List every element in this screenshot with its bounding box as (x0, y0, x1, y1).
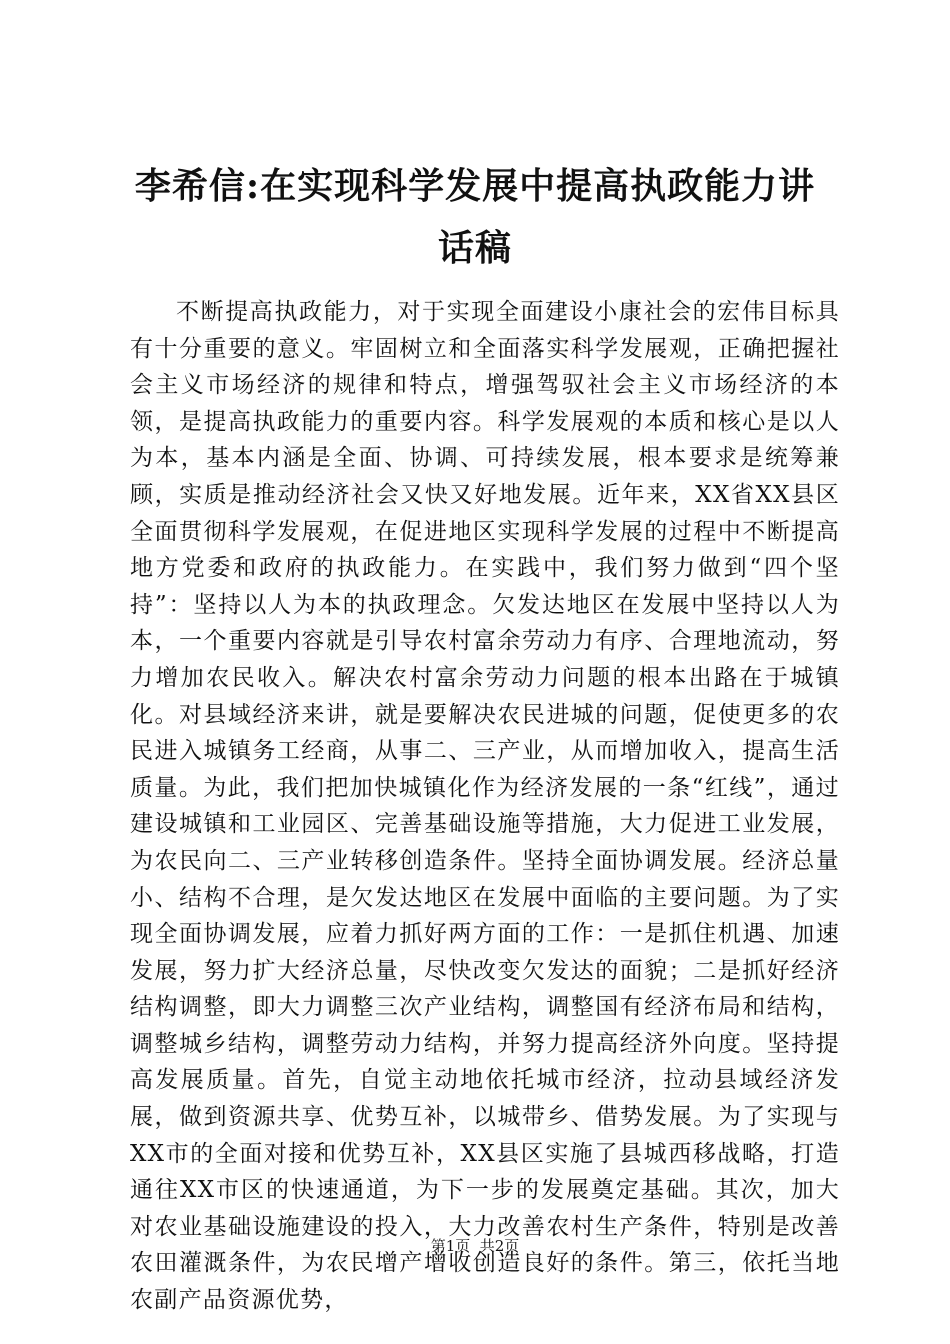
document-title: 李希信:在实现科学发展中提高执政能力讲话稿 (134, 165, 816, 269)
page-number-label: 第1页 共2页 (430, 1237, 520, 1255)
document-body-paragraph: 不断提高执政能力，对于实现全面建设小康社会的宏伟目标具有十分重要的意义。牢固树立和全面落实科学发展观，正确把握社会主义市场经济的规律和特点，增强驾驭社会主义市场经济的本领，是提高执政能力的重要内容。科学发展观的本质和核心是以人为本，基本内涵是全面、协调、可持续发展，根本要求是统筹兼顾，实质是推动经济社会又快又好地发展。近年来，XX省XX县区全面贯彻科学发展观，在促进地区实现科学发展的过程中不断提高地方党委和政府的执政能力。在实践中，我们努力做到“四个坚持”：坚持以人为本的执政理念。欠发达地区在发展中坚持以人为本，一个重要内容就是引导农村富余劳动力有序、合理地流动，努力增加农民收入。解决农村富余劳动力问题的根本出路在于城镇化。对县域经济来讲，就是要解决农民进城的问题，促使更多的农民进入城镇务工经商，从事二、三产业，从而增加收入，提高生活质量。为此，我们把加快城镇化作为经济发展的一条“红线”，通过建设城镇和工业园区、完善基础设施等措施，大力促进工业发展，为农民向二、三产业转移创造条件。坚持全面协调发展。经济总量小、结构不合理，是欠发达地区在发展中面临的主要问题。为了实现全面协调发展，应着力抓好两方面的工作：一是抓住机遇、加速发展，努力扩大经济总量，尽快改变欠发达的面貌；二是抓好经济结构调整，即大力调整三次产业结构，调整国有经济布局和结构，调整城乡结构，调整劳动力结构，并努力提高经济外向度。坚持提高发展质量。首先，自觉主动地依托城市经济，拉动县域经济发展，做到资源共享、优势互补，以城带乡、借势发展。为了实现与XX市的全面对接和优势互补，XX县区实施了县城西移战略，打造通往XX市区的快速通道，为下一步的发展奠定基础。其次，加大对农业基础设施建设的投入，大力改善农村生产条件，特别是改善农田灌溉条件，为农民增产增收创造良好的条件。第三，依托当地农副产品资源优势， (130, 299, 840, 1314)
page-footer (0, 1236, 950, 1256)
